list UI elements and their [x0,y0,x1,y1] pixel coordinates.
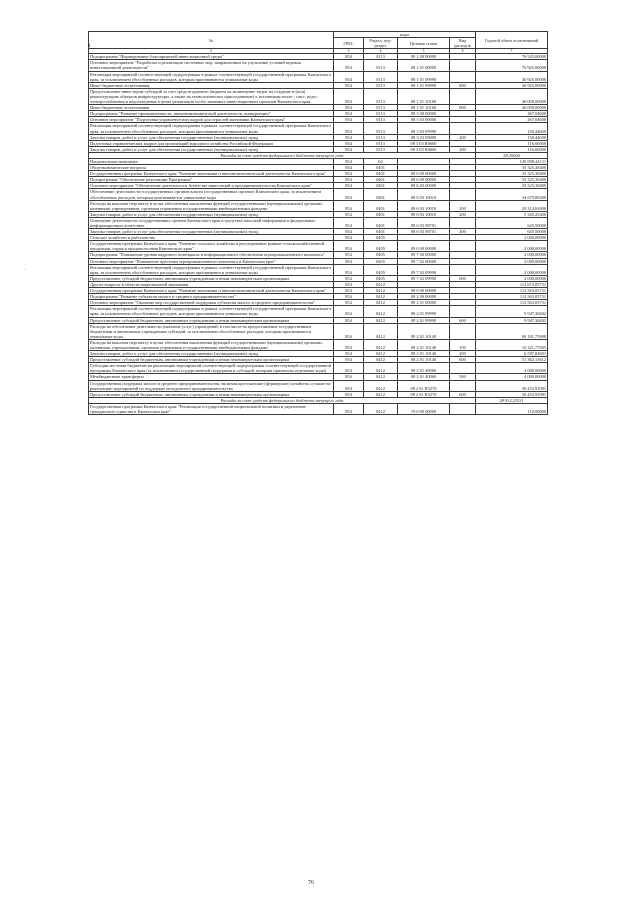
table-row [89,123,548,134]
row-name: Реализация мероприятий соответствующей подпрограммы в рамках соответствующей государственной программы Камчатского края, за исключением обособленных расходов, которым присваиваются уникальные коды [89,306,334,317]
row-section: 0401 [364,229,398,235]
row-name: Основное мероприятие "Разработка и реализация системных мер, направленных на улучшение условий ведения инвестиционной деятельности" [89,60,334,71]
row-grbs: 854 [334,123,364,134]
row-section: 0405 [364,264,398,275]
row-amount: 34 679,88400 [476,189,548,200]
row-amount: 116,60000 [476,140,548,146]
source-amount: 58,30000 [476,152,548,158]
row-grbs: 854 [334,351,364,357]
row-exptype: 100 [450,339,476,350]
column-index: 2 [89,49,334,54]
row-exptype [450,403,476,414]
row-amount: 2 000,00000 [476,241,548,252]
column-index: 7 [476,49,548,54]
row-amount: 76 925,00000 [476,60,548,71]
row-target: 08 2 01 10140 [398,357,450,363]
row-section: 0405 [364,275,398,281]
row-grbs: 854 [334,229,364,235]
row-grbs: 854 [334,294,364,300]
row-amount: 116,60000 [476,146,548,152]
row-amount: 267,04600 [476,111,548,117]
row-target: 08 3 03 R0660 [398,140,450,146]
column-header-section: Раздел, под-раздел [364,38,398,49]
row-name: Подпрограмма "Обеспечение реализации Программы" [89,177,334,183]
row-grbs: 854 [334,339,364,350]
row-grbs: 854 [334,71,364,82]
row-grbs: 854 [334,275,364,281]
source-amount: 28 912,23331 [476,397,548,403]
row-name: Государственная программа Камчатского края "Развитие экономики и внешнеэкономической деятельности Камчатского края" [89,171,334,177]
row-target: 08 3 03 00000 [398,117,450,123]
row-section: 0405 [364,258,398,264]
column-index: 6 [450,49,476,54]
row-section: 0412 [364,374,398,380]
row-target: 09 7 02 00000 [398,258,450,264]
row-target: 09 0 00 00000 [398,241,450,252]
row-grbs: 854 [334,357,364,363]
row-name: Государственная программа Камчатского края "Реализация государственной национальной политики и укрепление гражданского единства в Камчатском крае" [89,403,334,414]
row-grbs: 854 [334,140,364,146]
row-section: 0113 [364,71,398,82]
row-grbs: 854 [334,391,364,397]
row-target: 08 2 01 09990 [398,306,450,317]
row-amount: 645,50000 [476,229,548,235]
row-grbs: 854 [334,217,364,228]
row-name: Реализация мероприятий соответствующей подпрограммы в рамках соответствующей государственной программы Камчатского края, за исключением обособленных расходов, которым присваиваются уникальные коды [89,264,334,275]
row-name: Закупка товаров, работ и услуг для обеспечения государственных (муниципальных) нужд [89,211,334,217]
row-section: 0412 [364,300,398,306]
row-grbs: 854 [334,134,364,140]
row-section: 0412 [364,339,398,350]
row-grbs: 854 [334,158,364,164]
row-amount: 2 000,00000 [476,235,548,241]
row-amount: 9 947,36842 [476,317,548,323]
row-target: 08 2 01 10140 [398,339,450,350]
row-exptype: 200 [450,134,476,140]
row-name: Субсидии местным бюджетам на реализацию мероприятий соответствующей подпрограммы соответствующей государственной программы Камчатского края (за исключением государственной поддержки и субсидий, которым присвоены отдельные коды) [89,363,334,374]
row-section: 0412 [364,380,398,391]
table-row [89,60,548,71]
row-section: 0113 [364,82,398,88]
row-grbs: 854 [334,200,364,211]
row-amount: 110,00000 [476,403,548,414]
row-name: Основное мероприятие "Подготовка управленческих кадров для отраслей экономики Камчатского края" [89,117,334,123]
table-row [89,323,548,339]
row-name: Расходы на выплаты персоналу в целях обеспечения выполнения функций государственными (муниципальными) органами, казенными учреждениями, органами управления государственными внебюджетными фондами [89,200,334,211]
row-amount: 267,04600 [476,117,548,123]
row-amount: 35 325,38400 [476,177,548,183]
row-target: 08 6 03 98701 [398,217,450,228]
row-target: 08 2 00 00000 [398,294,450,300]
row-amount: 6 597,84691 [476,351,548,357]
row-grbs: 854 [334,300,364,306]
row-section: 0412 [364,281,398,287]
row-name: Реализация мероприятий соответствующей подпрограммы в рамках соответствующей государственной программы Камчатского края, за исключением обособленных расходов, которым присваиваются уникальные коды [89,71,334,82]
table-row [89,306,548,317]
row-grbs: 854 [334,241,364,252]
row-section: 0401 [364,211,398,217]
row-exptype [450,306,476,317]
row-name: Предоставление инвестором субсидий за счет средств краевого бюджета на возмещение затрат на создание и (или) реконструкцию объектов инфраструктуры, а также на технологическое присоединение) к источникам тепло-, газо-, водо-, электроснабжения и водоотведения в целях реализации особо значимых инвестиционных проектов Камчатского края [89,88,334,104]
row-exptype [450,123,476,134]
row-exptype [450,88,476,104]
row-target: 08 0 00 00000 [398,288,450,294]
row-exptype: 600 [450,357,476,363]
row-exptype [450,189,476,200]
row-number-marker: 1 [88,43,91,49]
row-amount: 150,44600 [476,123,548,134]
row-section: 0113 [364,134,398,140]
row-target: 08 3 03 R0660 [398,146,450,152]
row-grbs: 854 [334,54,364,60]
row-amount: 10 221,77605 [476,339,548,350]
row-section: 0412 [364,294,398,300]
row-target: 08 1 01 00000 [398,60,450,71]
row-name: Подготовка управленческих кадров для организаций народного хозяйства Российской Федерации [89,140,334,146]
table-row [89,339,548,350]
row-grbs: 854 [334,82,364,88]
row-target: 08 2 01 40060 [398,374,450,380]
row-exptype: 200 [450,229,476,235]
row-grbs: 854 [334,189,364,200]
row-exptype [450,71,476,82]
row-name: Межбюджетные трансферты [89,374,334,380]
row-amount: 112 563,05731 [476,288,548,294]
row-grbs: 854 [334,177,364,183]
table-row [89,217,548,228]
row-amount: 68 181,75908 [476,323,548,339]
row-section: 0113 [364,117,398,123]
row-amount: 2 000,00000 [476,258,548,264]
row-grbs: 854 [334,317,364,323]
row-section: 0113 [364,123,398,134]
row-name: Иные бюджетные ассигнования [89,82,334,88]
row-grbs: 854 [334,258,364,264]
row-amount: 4 000,00000 [476,363,548,374]
column-header-target: Целевая статья [398,38,450,49]
row-section: 0401 [364,200,398,211]
row-target: 08 2 01 00000 [398,300,450,306]
row-amount: 5 365,25400 [476,211,548,217]
row-amount: 40 000,00000 [476,88,548,104]
row-target: 08 1 01 10160 [398,88,450,104]
row-amount: 4 000,00000 [476,374,548,380]
row-grbs: 854 [334,252,364,258]
row-grbs: 854 [334,264,364,275]
row-section: 04 [364,158,398,164]
row-amount: 645,50000 [476,217,548,228]
row-name: Основное мероприятие "Повышение престижа агропромышленного комплекса в Камчатском крае" [89,258,334,264]
row-target: 08 3 03 09990 [398,134,450,140]
row-amount: 35 325,38400 [476,171,548,177]
row-amount: 112 673,05731 [476,281,548,287]
budget-table [88,31,548,415]
row-grbs: 854 [334,171,364,177]
row-exptype: 200 [450,351,476,357]
row-amount: 30 433,92981 [476,380,548,391]
row-section: 0113 [364,54,398,60]
row-grbs: 854 [334,235,364,241]
row-section: 0412 [364,317,398,323]
row-grbs: 854 [334,306,364,317]
row-section: 0412 [364,357,398,363]
row-target: 08 6 03 10010 [398,211,450,217]
row-name: Подпрограмма "Развитие промышленности, внешнеэкономической деятельности, конкуренции" [89,111,334,117]
row-section: 0113 [364,60,398,71]
side-mark: · [24,268,26,273]
row-target: 09 7 02 09990 [398,264,450,275]
row-amount: 112 563,05731 [476,294,548,300]
row-amount: 9 947,36842 [476,306,548,317]
row-name: Государственная поддержка малого и среднего предпринимательства, включая крестьянские (фермерские) хозяйства, а также на реализацию мероприятий по поддержке молодежного предпринимательства [89,380,334,391]
row-name: Государственная программа Камчатского края "Развитие сельского хозяйства и регулирование рынков сельскохозяйственной продукции, сырья и продовольствия Камчатского края" [89,241,334,252]
row-section: 0401 [364,165,398,171]
column-header-grbs: ГРБС [334,38,364,49]
row-target: 08 6 03 98701 [398,229,450,235]
row-grbs: 854 [334,146,364,152]
row-grbs: 854 [334,288,364,294]
row-amount: 76 925,00000 [476,54,548,60]
row-name: Обеспечение деятельности государственных органов власти (государственных органов) Камчатского края, за исключением обособленных расходов, которым присваиваются уникальные коды [89,189,334,200]
row-target: 08 2 01 R5270 [398,380,450,391]
row-target: 19 0 00 00000 [398,403,450,414]
table-row [89,241,548,252]
row-name: Национальная экономика [89,158,334,164]
row-exptype: 200 [450,146,476,152]
row-section: 0401 [364,177,398,183]
row-amount: 2 000,00000 [476,275,548,281]
row-name: Освещение деятельности государственных органов Камчатского края в средствах массовой информации и федеральных информационных агентствах [89,217,334,228]
row-grbs: 854 [334,323,364,339]
row-target: 08 2 01 40060 [398,363,450,374]
row-grbs: 854 [334,165,364,171]
row-exptype [450,217,476,228]
row-exptype: 600 [450,317,476,323]
row-target: 08 6 03 10010 [398,200,450,211]
row-section: 0412 [364,403,398,414]
row-grbs: 854 [334,117,364,123]
row-target: 08 0 00 00000 [398,171,450,177]
row-exptype [450,363,476,374]
source-note: Расходы за счет средств федерального бюджета текущего года [89,397,476,403]
row-amount: 29 314,63000 [476,200,548,211]
row-name: Предоставление субсидий бюджетным, автономным учреждениям и иным некоммерческим организациям [89,357,334,363]
row-amount: 150,44600 [476,134,548,140]
row-name: Подпрограмма "Повышение уровня кадрового потенциала и информационного обеспечения агропромышленного комплекса" [89,252,334,258]
row-target: 08 3 00 00000 [398,111,450,117]
row-section: 0412 [364,351,398,357]
page-number: 76 [308,880,314,886]
row-exptype: 200 [450,211,476,217]
row-section: 0401 [364,183,398,189]
column-header-codes: коды [334,32,476,38]
column-header-annual: Годовой объем ассигнований [476,32,548,49]
row-name: Предоставление субсидий бюджетным, автономным учреждениям и иным некоммерческим организациям [89,275,334,281]
row-grbs: 854 [334,111,364,117]
row-section: 0113 [364,105,398,111]
row-section: 0401 [364,171,398,177]
row-target: 08 1 01 09990 [398,82,450,88]
source-note: Расходы за счет средств федерального бюджета текущего года [89,152,476,158]
table-row [89,189,548,200]
row-name: Иные бюджетные ассигнования [89,105,334,111]
row-section: 0113 [364,111,398,117]
row-name: Сельское хозяйство и рыболовство [89,235,334,241]
table-body [89,54,548,415]
table-row [89,200,548,211]
table-row [89,88,548,104]
row-section: 0412 [364,288,398,294]
row-amount: 36 925,00000 [476,71,548,82]
row-target: 08 2 01 R5270 [398,391,450,397]
row-name: Другие вопросы в области национальной экономики [89,281,334,287]
row-section: 0412 [364,363,398,374]
row-name: Предоставление субсидий бюджетным, автономным учреждениям и иным некоммерческим организациям [89,391,334,397]
row-amount: 36 925,00000 [476,82,548,88]
row-section: 0405 [364,235,398,241]
row-target: 08 6 00 00000 [398,177,450,183]
row-target: 08 2 01 10140 [398,323,450,339]
row-exptype [450,264,476,275]
column-index: 5 [398,49,450,54]
row-section: 0113 [364,88,398,104]
row-exptype [450,241,476,252]
row-amount: 2 000,00000 [476,264,548,275]
row-name: Основное мероприятие "Обеспечение деятельности Агентства инвестиций и предпринимательства Камчатского края" [89,183,334,189]
row-exptype: 800 [450,82,476,88]
row-section: 0412 [364,323,398,339]
header-row-codes [89,32,548,38]
row-amount: 2 000,00000 [476,252,548,258]
row-name: Расходы на обеспечение деятельности (оказание услуг) учреждений, в том числе на предоставление государственным бюджетным и автономным учреждениям субсидий, за исключением обособленных расходов, которым присваиваются уникальные коды [89,323,334,339]
row-grbs: 854 [334,380,364,391]
table-row [89,71,548,82]
row-target: 09 7 00 00000 [398,252,450,258]
row-name: Подпрограмма "Формирование благоприятной инвестиционной среды" [89,54,334,60]
row-grbs: 854 [334,374,364,380]
table-row [89,403,548,414]
row-amount: 40 000,00000 [476,105,548,111]
row-exptype: 800 [450,105,476,111]
row-grbs: 854 [334,211,364,217]
row-exptype: 100 [450,200,476,211]
row-name: Закупка товаров, работ и услуг для обеспечения государственных (муниципальных) нужд [89,229,334,235]
row-amount: 112 563,05731 [476,300,548,306]
row-section: 0401 [364,189,398,200]
row-grbs: 854 [334,183,364,189]
row-target: 08 2 01 10140 [398,351,450,357]
row-exptype [450,380,476,391]
column-index: 4 [364,49,398,54]
row-target: 08 1 01 10160 [398,105,450,111]
row-section: 0405 [364,252,398,258]
row-section: 0401 [364,217,398,228]
table-row [89,380,548,391]
row-exptype [450,323,476,339]
row-name: Основное мероприятие "Оказание мер государственной поддержки субъектам малого и среднего предпринимательства" [89,300,334,306]
row-name: Подпрограмма "Развитие субъектов малого и среднего предпринимательства" [89,294,334,300]
row-section: 0113 [364,140,398,146]
row-name: Закупка товаров, работ и услуг для обеспечения государственных (муниципальных) нужд [89,134,334,140]
row-grbs: 854 [334,88,364,104]
row-name: Общеэкономические вопросы [89,165,334,171]
row-grbs: 854 [334,363,364,374]
row-amount: 149 998,44131 [476,158,548,164]
row-target: 08 1 00 00000 [398,54,450,60]
column-index: 3 [334,49,364,54]
row-target: 08 6 03 10010 [398,189,450,200]
row-grbs: 854 [334,60,364,71]
row-section: 0412 [364,306,398,317]
row-grbs: 854 [334,281,364,287]
table-row [89,363,548,374]
row-name: Расходы на выплаты персоналу в целях обеспечения выполнения функций государственными (муниципальными) органами, казенными учреждениями, органами управления государственными внебюджетными фондами [89,339,334,350]
row-section: 0113 [364,146,398,152]
row-target: 08 3 03 09990 [398,123,450,134]
row-amount: 30 433,92981 [476,391,548,397]
column-header-number: № [89,32,334,49]
row-amount: 51 362,13612 [476,357,548,363]
row-exptype: 500 [450,374,476,380]
column-header-exptype: Вид расходов [450,38,476,49]
row-section: 0405 [364,241,398,252]
row-target: 08 2 01 09990 [398,317,450,323]
row-amount: 35 325,38400 [476,183,548,189]
row-grbs: 854 [334,403,364,414]
row-target: 08 1 01 09990 [398,71,450,82]
row-amount: 35 325,38400 [476,165,548,171]
row-target: 09 7 02 09990 [398,275,450,281]
row-grbs: 854 [334,105,364,111]
row-exptype: 600 [450,391,476,397]
row-name: Государственная программа Камчатского края "Развитие экономики и внешнеэкономической деятельности Камчатского края" [89,288,334,294]
row-name: Реализация мероприятий соответствующей подпрограммы в рамках соответствующей государственной программы Камчатского края, за исключением обособленных расходов, которым присваиваются уникальные коды [89,123,334,134]
row-target: 08 6 03 00000 [398,183,450,189]
table-row [89,264,548,275]
row-name: Закупка товаров, работ и услуг для обеспечения государственных (муниципальных) нужд [89,146,334,152]
row-exptype [450,60,476,71]
row-section: 0412 [364,391,398,397]
row-name: Закупка товаров, работ и услуг для обеспечения государственных (муниципальных) нужд [89,351,334,357]
row-name: Предоставление субсидий бюджетным, автономным учреждениям и иным некоммерческим организациям [89,317,334,323]
row-exptype: 600 [450,275,476,281]
